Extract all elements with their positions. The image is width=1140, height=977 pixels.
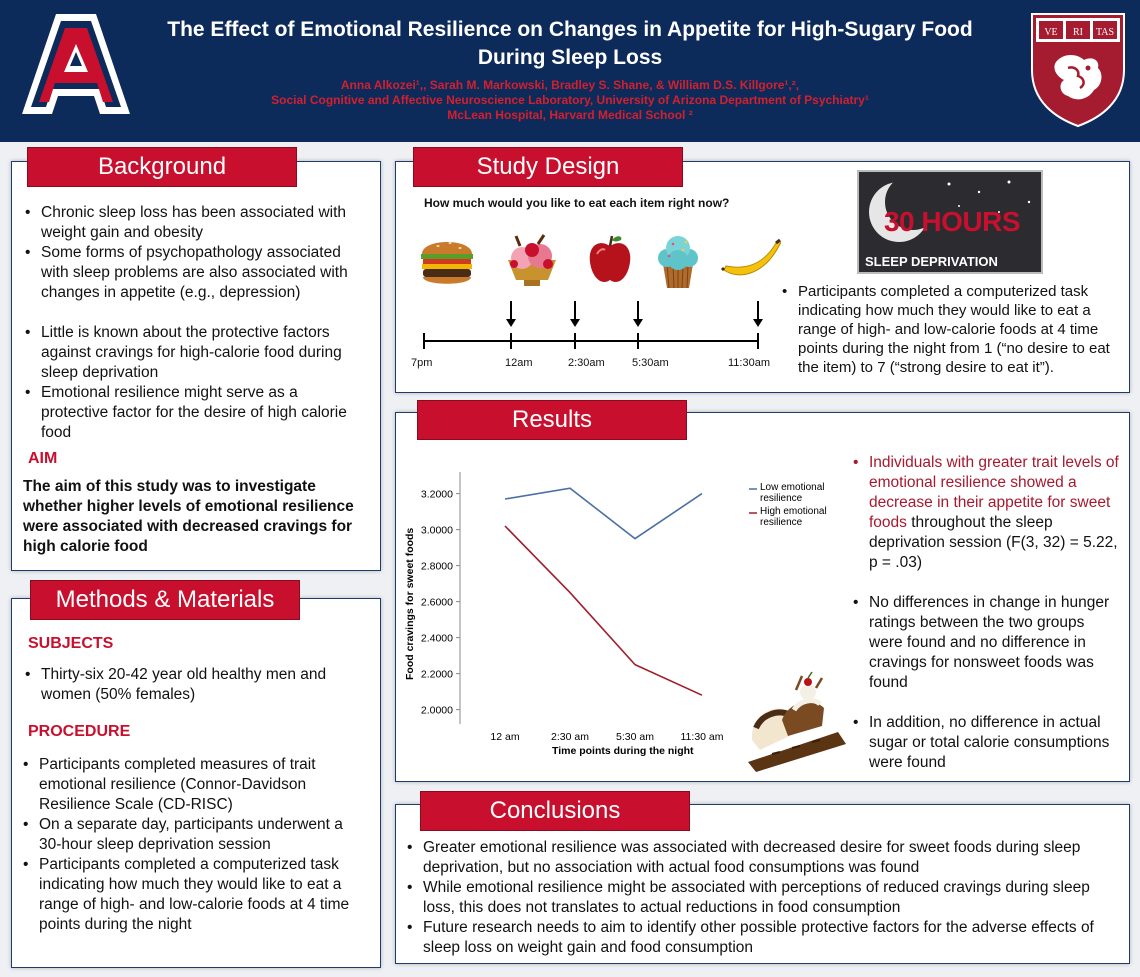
timeline-tick-12am bbox=[510, 333, 512, 349]
chart-x-label: Time points during the night bbox=[552, 745, 694, 757]
procedure-bullet-1: • Participants completed measures of trait emotional resilience (Connor-Davidson Resilience Scale (CD-RISC) bbox=[22, 755, 369, 815]
chart-y-tick-label: 2.4000 bbox=[420, 632, 453, 645]
chart-y-tick-label: 2.0000 bbox=[420, 704, 453, 717]
burger-icon bbox=[418, 232, 476, 288]
conclusions-bullet-3: • Future research needs to aim to identify other possible protective factors for the adverse effects of sleep loss on weight gain and food consumption bbox=[406, 918, 1124, 958]
chart-y-tick-label: 3.0000 bbox=[420, 524, 453, 537]
timeline-label-7pm: 7pm bbox=[411, 357, 433, 369]
chart-y-tick-label: 3.2000 bbox=[420, 488, 453, 501]
apple-icon bbox=[587, 234, 633, 286]
timeline-label-530am: 5:30am bbox=[632, 357, 669, 369]
authors-block bbox=[140, 78, 1000, 123]
design-question: How much would you like to eat each item right now? bbox=[424, 196, 730, 210]
results-bullet-3: • In addition, no difference in actual sugar or total calorie consumptions were found bbox=[852, 713, 1120, 773]
timeline-label-230am: 2:30am bbox=[568, 357, 605, 369]
conclusions-bullet-2: • While emotional resilience might be associated with perceptions of reduced cravings during sleep loss, this does not translates to actual reductions in food consumption bbox=[406, 878, 1124, 918]
chart-series-line-high bbox=[505, 526, 702, 695]
shield-text-ri: RI bbox=[1073, 27, 1083, 38]
conclusions-bullet-1: • Greater emotional resilience was associated with decreased desire for sweet foods during sleep deprivation, but no association with actual food consumptions was found bbox=[406, 838, 1124, 878]
legend-high-line1: High emotional bbox=[760, 506, 827, 517]
background-bullet-3: • Little is known about the protective factors against cravings for high-calorie food during sleep deprivation bbox=[24, 323, 369, 383]
badge-hours: 30 HOURS bbox=[883, 206, 1021, 237]
banana-icon bbox=[720, 238, 784, 282]
conclusions-title: Conclusions bbox=[420, 791, 690, 831]
timeline-arrow-3 bbox=[637, 301, 639, 321]
shield-text-ve: VE bbox=[1044, 27, 1058, 38]
timeline-label-12am: 12am bbox=[505, 357, 533, 369]
chart-x-tick-label: 11:30 am bbox=[680, 731, 724, 743]
legend-low-line2: resilience bbox=[760, 493, 803, 504]
chart-x-tick-label: 2:30 am bbox=[551, 731, 589, 743]
author-list: Anna Alkozei¹,, Sarah M. Markowski, Bradley S. Shane, & William D.S. Killgore¹,², bbox=[340, 78, 800, 92]
design-list bbox=[781, 282, 1121, 377]
results-bullet-1-rest: throughout the sleep deprivation session (F(3, 32) = 5.22, p = .03) bbox=[869, 514, 1118, 571]
title-line-1: The Effect of Emotional Resilience on Changes in Appetite for High-Sugary Food bbox=[167, 18, 973, 41]
background-bullet-1: • Chronic sleep loss has been associated with weight gain and obesity bbox=[24, 203, 369, 243]
affiliation-1: Social Cognitive and Affective Neuroscience Laboratory, University of Arizona Department of Psychiatry¹ bbox=[271, 93, 869, 107]
background-bullet-2: • Some forms of psychopathology associated with sleep problems are also associated with changes in appetite (e.g., depression) bbox=[24, 243, 369, 303]
aim-label: AIM bbox=[28, 450, 58, 467]
background-title: Background bbox=[27, 147, 297, 187]
cupcake-icon bbox=[655, 230, 701, 290]
timeline-arrow-1 bbox=[510, 301, 512, 321]
sleep-deprivation-badge bbox=[857, 170, 1043, 274]
affiliation-2: McLean Hospital, Harvard Medical School ² bbox=[447, 108, 693, 122]
design-bullet: • Participants completed a computerized task indicating how much they would like to eat a range of high- and low-calorie foods at 4 time points during the night from 1 (“no desire to eat the item) to 7 (“strong desire to eat it”). bbox=[781, 282, 1121, 377]
timeline-arrow-2 bbox=[574, 301, 576, 321]
timeline-tick-1130am bbox=[757, 333, 759, 349]
sundae-icon bbox=[502, 234, 562, 288]
procedure-bullet-2: • On a separate day, participants underwent a 30-hour sleep deprivation session bbox=[22, 815, 369, 855]
study-design-title: Study Design bbox=[413, 147, 683, 187]
procedure-label: PROCEDURE bbox=[28, 723, 131, 740]
shield-text-tas: TAS bbox=[1095, 27, 1115, 38]
conclusions-list bbox=[406, 838, 1124, 958]
harvard-shield-icon bbox=[1028, 10, 1128, 128]
poster-header bbox=[0, 0, 1140, 142]
title-line-2: During Sleep Loss bbox=[477, 46, 663, 69]
results-title: Results bbox=[417, 400, 687, 440]
badge-caption: SLEEP DEPRIVATION bbox=[865, 254, 998, 269]
chart-series-line-low bbox=[505, 488, 702, 538]
chart-y-label: Food cravings for sweet foods bbox=[404, 527, 416, 680]
procedure-bullet-3: • Participants completed a computerized task indicating how much they would like to eat a range of high- and low-calorie foods at 4 time points during the night bbox=[22, 855, 369, 935]
poster-title bbox=[140, 16, 1000, 72]
legend-high-line2: resilience bbox=[760, 517, 803, 528]
subjects-bullet: • Thirty-six 20-42 year old healthy men and women (50% females) bbox=[24, 665, 369, 705]
results-bullet-2: • No differences in change in hunger ratings between the two groups were found and no difference in cravings for nonsweet foods was found bbox=[852, 593, 1120, 693]
methods-title: Methods & Materials bbox=[30, 580, 300, 620]
timeline-label-1130am: 11:30am bbox=[728, 357, 770, 369]
background-bullet-4: • Emotional resilience might serve as a protective factor for the desire of high calorie food bbox=[24, 383, 369, 443]
results-bullet-1-highlight: Individuals with greater trait levels of emotional resilience showed a decrease in their appetite for sweet foods bbox=[869, 454, 1119, 531]
timeline-arrow-4 bbox=[757, 301, 759, 321]
chart-y-tick-label: 2.2000 bbox=[420, 668, 453, 681]
dessert-icon bbox=[742, 670, 850, 774]
timeline-tick-230am bbox=[574, 333, 576, 349]
chart-y-tick-label: 2.6000 bbox=[420, 596, 453, 609]
chart-y-tick-label: 2.8000 bbox=[420, 560, 453, 573]
timeline-axis bbox=[424, 340, 758, 342]
timeline-tick-530am bbox=[637, 333, 639, 349]
results-list bbox=[852, 453, 1120, 773]
chart-x-tick-label: 12 am bbox=[490, 731, 520, 743]
university-of-arizona-logo-icon bbox=[18, 10, 134, 122]
chart-x-tick-label: 5:30 am bbox=[616, 731, 654, 743]
background-list bbox=[24, 203, 369, 443]
results-bullet-1 bbox=[852, 453, 1120, 573]
aim-text: The aim of this study was to investigate whether higher levels of emotional resilience were associated with decreased cravings for high calorie food bbox=[23, 478, 354, 555]
procedure-list bbox=[22, 755, 369, 935]
chart-plot-area bbox=[460, 472, 750, 732]
subjects-list bbox=[24, 665, 369, 705]
timeline-tick-7pm bbox=[423, 333, 425, 349]
legend-low-line1: Low emotional bbox=[760, 482, 825, 493]
subjects-label: SUBJECTS bbox=[28, 635, 114, 652]
